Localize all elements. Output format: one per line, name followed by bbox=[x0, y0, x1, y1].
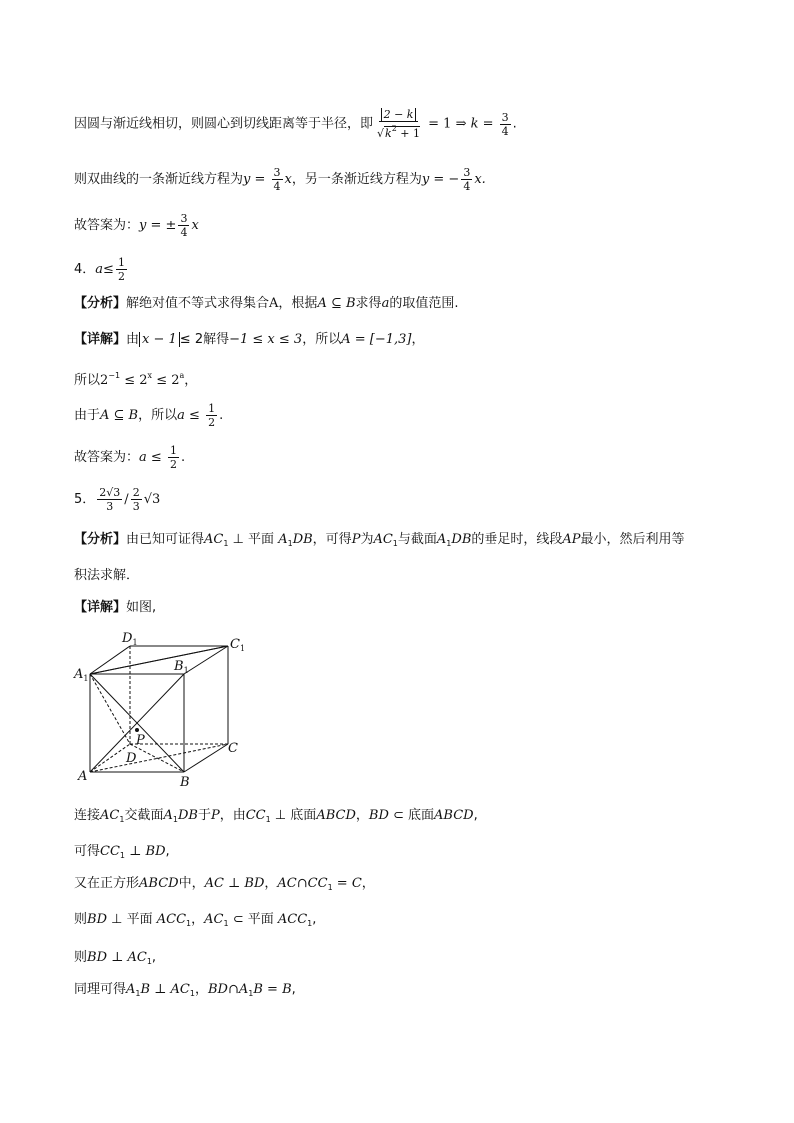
problem-number: 4． bbox=[74, 262, 96, 277]
detail-4-line-1: 【详解】由 x − 1 ≤ 2解得−1 ≤ x ≤ 3，所以A = [−1,3]， bbox=[74, 332, 425, 347]
var-x: x bbox=[284, 172, 292, 187]
detail-tag: 【详解】 bbox=[74, 332, 127, 347]
solution-line-3 bbox=[74, 212, 199, 239]
analysis-5-cont: 积法求解． bbox=[74, 568, 140, 583]
equals: = bbox=[250, 172, 270, 187]
var-y: y bbox=[139, 218, 147, 233]
analysis-4: 【分析】解绝对值不等式求得集合A，根据A ⊆ B求得a的取值范围. bbox=[74, 296, 459, 311]
detail-4-line-2: 所以$2^{-1} \le 2^x \le 2^a$， bbox=[74, 371, 198, 388]
detail-5-line-4: 又在正方形ABCD中，AC ⊥ BD，$AC\cap CC_1 = C$， bbox=[74, 876, 375, 892]
label-P: P bbox=[136, 733, 145, 748]
label-B1: $B_1$ bbox=[174, 659, 189, 675]
le: ≤ bbox=[103, 262, 114, 277]
den-k: k bbox=[385, 127, 392, 140]
label-D: D bbox=[126, 751, 137, 766]
fraction: $\frac{2√3}{3}$ bbox=[99, 486, 121, 513]
solution-line-1: 因圆与渐近线相切，则圆心到切线距离等于半径，即 $\frac{2 - k}{√k^2 + 1}$ = 1 ⇒ k = $\frac{3}{4}$ . bbox=[74, 108, 517, 140]
var-x: x bbox=[191, 218, 199, 233]
abs-expr: 2 − k bbox=[381, 108, 417, 121]
detail-5-line-5: 则BD ⊥ 平面 $ACC_1$，$AC_1$ ⊂ 平面 $ACC_1$, bbox=[74, 912, 317, 928]
detail-tag: 【详解】 bbox=[74, 600, 127, 615]
detail-5-line-6: 则BD ⊥ $AC_1$, bbox=[74, 950, 157, 966]
label-D1: $D_1$ bbox=[122, 631, 138, 647]
problem-5-answer: 5． $\frac{2√3}{3}$ / $\frac{2}{3}$ √3 bbox=[74, 486, 161, 513]
fraction: $\frac{1}{2}$ bbox=[208, 402, 216, 429]
solution-line-2 bbox=[74, 166, 486, 193]
label-A1: $A_1$ bbox=[74, 667, 89, 683]
analysis-tag: 【分析】 bbox=[74, 532, 127, 547]
detail-5-line-2: 连接$AC_1$交截面$A_1DB$于P，由$CC_1$ ⊥ 底面ABCD，BD ⊂ 底面ABCD, bbox=[74, 808, 478, 824]
fraction: $\frac{3}{4}$ bbox=[180, 212, 188, 239]
distance-fraction: $\frac{2 - k}{√k^2 + 1}$ bbox=[377, 108, 421, 140]
detail-5-line-7: 同理可得$A_1B$ ⊥ $AC_1$，$BD\cap A_1B = B$, bbox=[74, 982, 296, 998]
var-x: x. bbox=[474, 172, 486, 187]
fraction: $\frac{3}{4}$ bbox=[273, 166, 281, 193]
label-A: A bbox=[78, 769, 88, 784]
text: ，另一条渐近线方程为 bbox=[291, 172, 422, 187]
answer-label: 故答案为： bbox=[74, 218, 140, 233]
fraction: $\frac{1}{2}$ bbox=[169, 444, 177, 471]
var-a: a bbox=[95, 262, 104, 277]
detail-5-line-3: 可得$CC_1$ ⊥ BD, bbox=[74, 844, 170, 860]
var-k: k bbox=[470, 116, 479, 132]
text: 因圆与渐近线相切，则圆心到切线距离等于半径，即 bbox=[74, 116, 374, 132]
equals: = bbox=[478, 116, 498, 132]
abs-expr: x − 1 bbox=[139, 332, 180, 347]
cube-figure bbox=[70, 626, 250, 792]
analysis-tag: 【分析】 bbox=[74, 296, 127, 311]
fraction: $\frac{2}{3}$ bbox=[132, 486, 140, 513]
analysis-5: 【分析】由已知可证得$AC_1$ ⊥ 平面 $A_1DB$，可得P为$AC_1$与截面$A_1DB$的垂足时，线段AP最小，然后利用等 bbox=[74, 532, 685, 548]
label-C1: $C_1$ bbox=[230, 637, 246, 653]
point-p bbox=[135, 728, 139, 732]
var-y: y bbox=[243, 172, 251, 187]
equals-neg: = − bbox=[429, 172, 460, 187]
label-C: C bbox=[228, 741, 238, 756]
fraction: $\frac{3}{4}$ bbox=[463, 166, 471, 193]
label-B: B bbox=[180, 775, 190, 790]
equals-implies: = 1 ⇒ bbox=[424, 116, 471, 132]
equals-pm: = ± bbox=[146, 218, 177, 233]
detail-4-line-3: 由于A ⊆ B，所以a ≤ $\frac{1}{2}$ . bbox=[74, 402, 224, 429]
problem-number: 5． bbox=[74, 492, 96, 507]
var-y: y bbox=[421, 172, 430, 187]
fraction: $\frac{1}{2}$ bbox=[117, 256, 125, 283]
fraction-k: $\frac{3}{4}$ bbox=[501, 110, 509, 138]
problem-4-answer bbox=[74, 256, 129, 283]
answer-4: 故答案为：a ≤ $\frac{1}{2}$ . bbox=[74, 444, 186, 471]
den-rest: + 1 bbox=[396, 127, 421, 140]
detail-5-line-1: 【详解】如图, bbox=[74, 600, 157, 615]
text: 则双曲线的一条渐近线方程为 bbox=[74, 172, 244, 187]
